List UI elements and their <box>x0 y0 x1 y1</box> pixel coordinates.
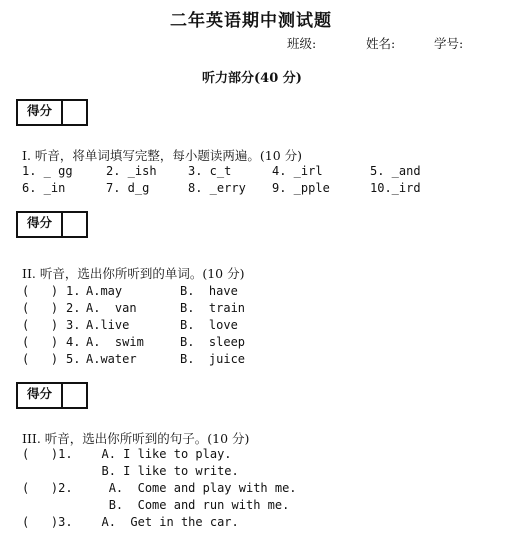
answer-blank: ( ) <box>22 352 59 366</box>
section-1-item: 10._ird <box>370 181 421 195</box>
section-3-heading: III. 听音，选出你所听到的句子。(10 分) <box>22 431 250 446</box>
class-label: 班级: <box>287 36 317 51</box>
score-label: 得分 <box>26 386 52 401</box>
section-1-item: 2. _ish <box>106 164 157 178</box>
option-b: B. juice <box>180 352 246 366</box>
score-box-divider <box>61 384 63 407</box>
sentence-line: ( )2. A. Come and play with me. <box>22 481 297 495</box>
option-a: A.may <box>86 284 123 298</box>
option-b: B. love <box>180 318 238 332</box>
section-1-item: 3. c_t <box>188 164 232 178</box>
sentence-line: ( )1. A. I like to play. <box>22 447 232 461</box>
question-number: 1. <box>66 284 81 298</box>
section-1-item: 8. _erry <box>188 181 246 195</box>
name-label: 姓名: <box>366 36 396 51</box>
score-label: 得分 <box>26 215 52 230</box>
question-number: 3. <box>66 318 81 332</box>
sentence-line: ( )3. A. Get in the car. <box>22 515 239 529</box>
sentence-line: B. I like to write. <box>22 464 239 478</box>
answer-blank: ( ) <box>22 318 59 332</box>
score-box-1 <box>16 99 88 126</box>
listening-section-title: 听力部分(40 分) <box>202 71 302 86</box>
option-b: B. train <box>180 301 246 315</box>
score-box-2 <box>16 211 88 238</box>
sentence-line: B. Come and run with me. <box>22 498 290 512</box>
document-title: 二年英语期中测试题 <box>170 11 332 31</box>
score-box-divider <box>61 101 63 124</box>
section-1-item: 7. d_g <box>106 181 150 195</box>
option-a: A. swim <box>86 335 144 349</box>
section-1-heading: I. 听音，将单词填写完整，每小题读两遍。(10 分) <box>22 148 303 163</box>
section-1-item: 1. _ gg <box>22 164 73 178</box>
option-a: A. van <box>86 301 137 315</box>
section-2-heading: II. 听音，选出你所听到的单词。(10 分) <box>22 266 245 281</box>
answer-blank: ( ) <box>22 335 59 349</box>
section-1-item: 4. _irl <box>272 164 323 178</box>
option-a: A.live <box>86 318 130 332</box>
answer-blank: ( ) <box>22 284 59 298</box>
score-box-3 <box>16 382 88 409</box>
question-number: 4. <box>66 335 81 349</box>
section-1-item: 5. _and <box>370 164 421 178</box>
answer-blank: ( ) <box>22 301 59 315</box>
section-1-item: 6. _in <box>22 181 66 195</box>
score-box-divider <box>61 213 63 236</box>
question-number: 2. <box>66 301 81 315</box>
option-a: A.water <box>86 352 137 366</box>
score-label: 得分 <box>26 103 52 118</box>
question-number: 5. <box>66 352 81 366</box>
option-b: B. have <box>180 284 238 298</box>
section-1-item: 9. _pple <box>272 181 330 195</box>
option-b: B. sleep <box>180 335 246 349</box>
student-id-label: 学号: <box>434 36 464 51</box>
